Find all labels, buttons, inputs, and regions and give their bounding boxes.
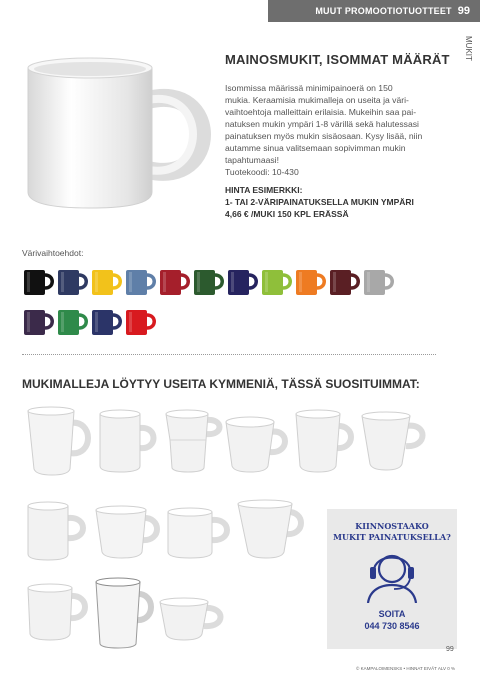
mug-model-image: [24, 582, 90, 642]
colors-label: Värivaihtoehdot:: [22, 248, 84, 258]
mug-model-image: [96, 408, 160, 474]
header-page-number: 99: [457, 5, 470, 17]
description-line: tapahtumaasi!: [225, 155, 279, 165]
section-title: MUKIMALLEJA LÖYTYY USEITA KYMMENIÄ, TÄSSÄ SUOSITUIMMAT:: [22, 377, 420, 391]
color-swatch-mug: [294, 267, 328, 297]
mug-model-image: [94, 504, 162, 560]
mug-model-image: [24, 500, 88, 562]
color-swatch-mug: [226, 267, 260, 297]
side-tab: [462, 36, 474, 76]
product-title: MAINOSMUKIT, ISOMMAT MÄÄRÄT: [225, 52, 450, 67]
color-swatch-mug: [90, 307, 124, 337]
description-line: autamme sinua valitsemaan sopivimman mukin: [225, 143, 406, 153]
color-swatch-mug: [56, 267, 90, 297]
color-swatch-mug: [362, 267, 396, 297]
header-bar: [268, 0, 480, 22]
description-line: painatuksen myös mukin sisäosaan. Kysy lisää, niin: [225, 131, 423, 141]
dotted-divider: [22, 354, 436, 355]
promo-question-line: KIINNOSTAAKO: [355, 521, 429, 531]
price-example: [225, 184, 445, 220]
mug-model-image: [236, 498, 306, 560]
header-title: MUUT PROMOOTIOTUOTTEET: [315, 6, 452, 16]
product-description: [225, 82, 425, 178]
color-swatch-mug: [124, 267, 158, 297]
mug-model-image: [164, 506, 232, 560]
product-code: Tuotekoodi: 10-430: [225, 167, 299, 177]
price-heading: HINTA ESIMERKKI:: [225, 185, 303, 195]
mug-model-image: [294, 408, 356, 474]
color-swatch-mug: [158, 267, 192, 297]
headset-support-icon: [362, 547, 422, 603]
mug-model-image: [158, 596, 226, 642]
color-swatches: [22, 267, 402, 347]
mug-model-image: [164, 408, 224, 474]
contact-promo-box: [327, 509, 457, 649]
promo-call-label: SOITA: [378, 609, 406, 619]
color-swatch-mug: [328, 267, 362, 297]
side-tab-label: MUKIT: [464, 36, 473, 61]
description-line: vaihtoehtoja malleittain erilaisia. Mukeihin saa pai-: [225, 107, 417, 117]
color-swatch-mug: [260, 267, 294, 297]
color-swatch-mug: [90, 267, 124, 297]
price-value: 4,66 € /MUKI 150 KPL ERÄSSÄ: [225, 209, 349, 219]
mug-model-image: [224, 414, 290, 474]
description-line: natuksen mukin ympäri 1-8 värillä sekä halutessasi: [225, 119, 419, 129]
footer-note: © KAMPALOIMENSKS • HINNAT EIVÄT ALV 0 %: [356, 666, 456, 671]
promo-phone-number[interactable]: 044 730 8546: [364, 621, 420, 631]
description-line: mukia. Keraamisia mukimalleja on useita ja väri-: [225, 95, 409, 105]
color-swatch-mug: [192, 267, 226, 297]
price-line: 1- TAI 2-VÄRIPAINATUKSELLA MUKIN YMPÄRI: [225, 197, 414, 207]
hero-mug-image: [20, 52, 220, 212]
mug-model-image: [24, 405, 92, 477]
description-line: Isommissa määrissä minimipainoerä on 150: [225, 83, 393, 93]
promo-question: [327, 521, 457, 543]
color-swatch-mug: [22, 307, 56, 337]
mug-model-image: [360, 410, 430, 472]
promo-question-line: MUKIT PAINATUKSELLA?: [333, 532, 451, 542]
color-swatch-mug: [22, 267, 56, 297]
color-swatch-mug: [56, 307, 90, 337]
color-swatch-mug: [124, 307, 158, 337]
page-number: 99: [446, 646, 454, 653]
mug-model-image: [92, 574, 156, 650]
